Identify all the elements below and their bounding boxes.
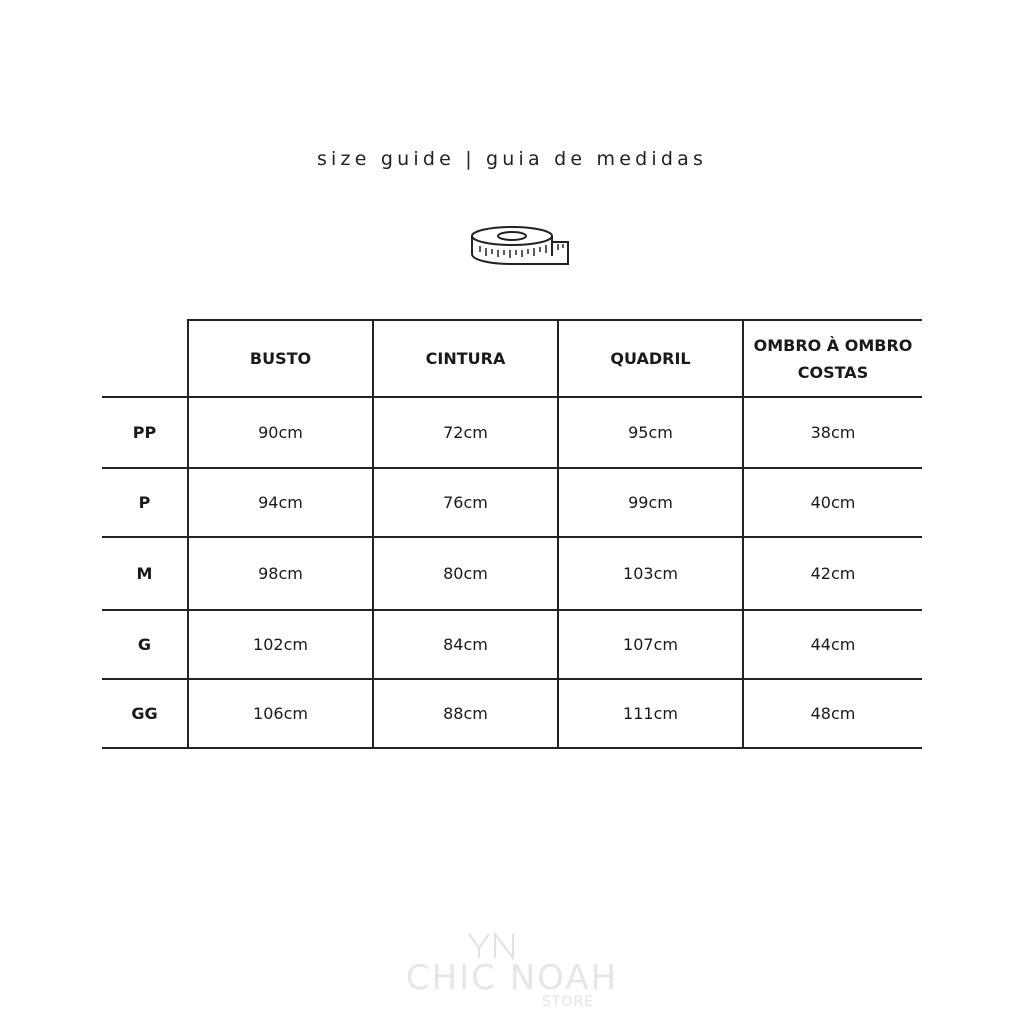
brand-name: CHIC NOAH (405, 958, 619, 998)
header-corner-cell (102, 320, 188, 397)
measuring-tape-icon (470, 222, 574, 270)
cintura-cell: 80cm (373, 537, 558, 610)
busto-cell: 90cm (188, 397, 373, 468)
brand-store-label: STORE (542, 994, 595, 1010)
quadril-cell: 99cm (558, 468, 743, 537)
page-subtitle: size guide | guia de medidas (316, 148, 708, 170)
table-row (102, 397, 922, 468)
size-label: G (102, 610, 188, 679)
table-row (102, 537, 922, 610)
cintura-cell: 88cm (373, 679, 558, 748)
size-label: M (102, 537, 188, 610)
quadril-cell: 111cm (558, 679, 743, 748)
busto-cell: 106cm (188, 679, 373, 748)
ombro-cell: 40cm (743, 468, 922, 537)
cintura-cell: 84cm (373, 610, 558, 679)
size-table (102, 319, 922, 749)
brand-watermark (0, 926, 1024, 1016)
quadril-cell: 107cm (558, 610, 743, 679)
busto-cell: 94cm (188, 468, 373, 537)
table-row (102, 468, 922, 537)
cintura-cell: 72cm (373, 397, 558, 468)
size-label: P (102, 468, 188, 537)
column-header-busto: BUSTO (188, 320, 373, 397)
ombro-cell: 42cm (743, 537, 922, 610)
column-header-cintura: CINTURA (373, 320, 558, 397)
quadril-cell: 103cm (558, 537, 743, 610)
size-label: PP (102, 397, 188, 468)
busto-cell: 102cm (188, 610, 373, 679)
ombro-cell: 44cm (743, 610, 922, 679)
size-label: GG (102, 679, 188, 748)
chic-noah-logo-mark-icon (465, 930, 521, 960)
table-header-row (102, 320, 922, 397)
quadril-cell: 95cm (558, 397, 743, 468)
busto-cell: 98cm (188, 537, 373, 610)
cintura-cell: 76cm (373, 468, 558, 537)
ombro-cell: 38cm (743, 397, 922, 468)
column-header-quadril: QUADRIL (558, 320, 743, 397)
table-row (102, 610, 922, 679)
table-row (102, 679, 922, 748)
ombro-cell: 48cm (743, 679, 922, 748)
column-header-ombro: OMBRO À OMBRO COSTAS (743, 320, 922, 397)
